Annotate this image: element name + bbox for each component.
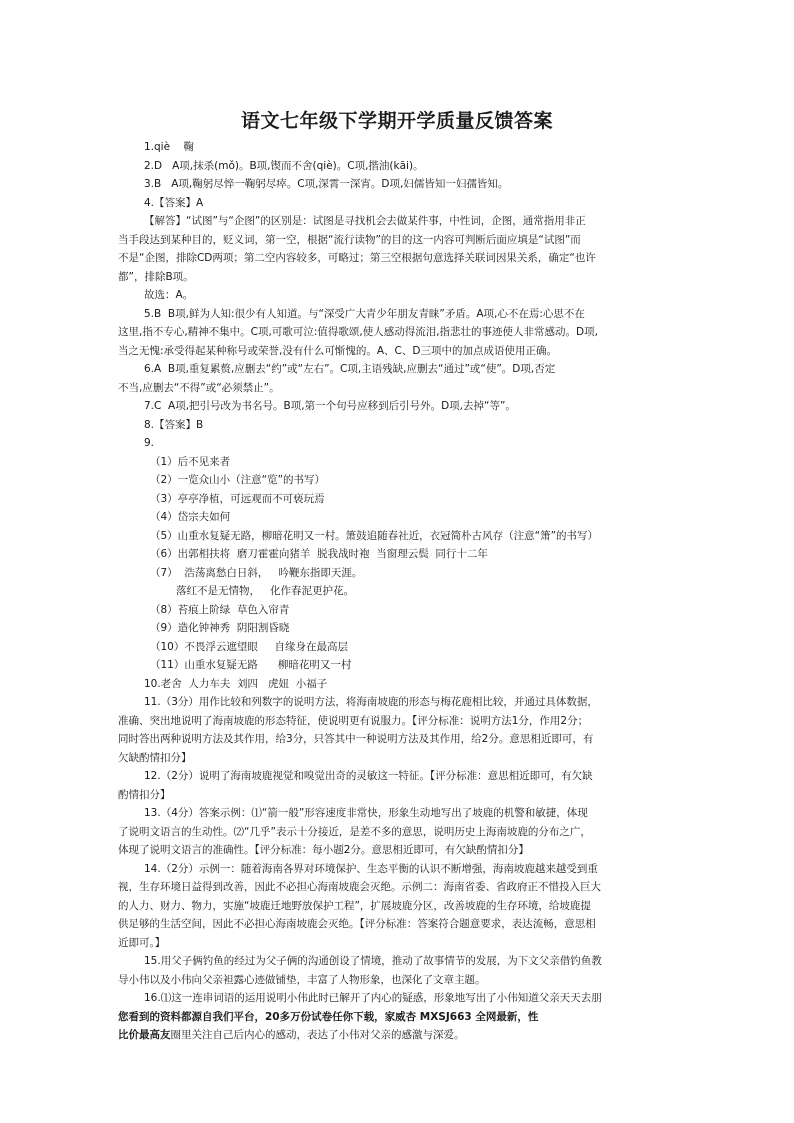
text-line: 落红不是无情物， 化作春泥更护花。: [176, 585, 355, 597]
text-line: 当之无愧:承受得起某种称号或荣誉,没有什么可惭愧的。A、C、D三项中的加点成语使用正确。: [118, 344, 557, 357]
answer-body: [118, 138, 684, 1045]
text-line: （6）出郭相扶将 磨刀霍霍向猪羊 脱我战时袍 当窗理云鬓 同行十二年: [150, 548, 488, 560]
text-line: 这里,指不专心,精神不集中。C项,可歌可泣:值得歌颂,使人感动得流泪,指悲壮的事迹使人非常感动。D项,: [118, 326, 598, 338]
text-line: 【解答】“试图”与“企图”的区别是：试图是寻找机会去做某件事，中性词，企图，通常指用非正: [144, 215, 586, 227]
watermark-line: 您看到的资料都源自我们平台，20多万份试卷任你下载，家威杏 MXSJ663 全网最新，性: [118, 1010, 539, 1023]
text-line: 2.D A项,抹杀(mǒ)。B项,锲而不舍(qiè)。C项,揩油(kāi)。: [144, 159, 424, 172]
text-line: （7） 浩荡离愁白日斜， 吟鞭东指即天涯。: [150, 566, 363, 579]
text-line: 14.（2分）示例一：随着海南各界对环境保护、生态平衡的认识不断增强，海南坡鹿越来越受到重: [144, 862, 598, 875]
text-line: 8.【答案】B: [144, 418, 204, 431]
text-line: 体现了说明文语言的准确性。【评分标准：每小题2分。意思相近即可，有欠缺酌情扣分】: [118, 844, 529, 856]
text-line: （11）山重水复疑无路 柳暗花明又一村: [150, 659, 352, 671]
text-line: 同时答出两种说明方法及其作用，给3分，只答其中一种说明方法及其作用，给2分。意思相近即可，有: [118, 733, 594, 745]
text-line: 欠缺酌情扣分】: [118, 751, 192, 764]
text-line: 6.A B项,重复累赘,应删去“约”或“左右”。C项,主语残缺,应删去“通过”或“使”。D项,否定: [144, 363, 556, 375]
text-line: 11.（3分）用作比较和列数字的说明方法，将海南坡鹿的形态与梅花鹿相比较，并通过具体数据，: [144, 696, 598, 708]
text-line: 12.（2分）说明了海南坡鹿视觉和嗅觉出奇的灵敏这一特征。【评分标准：意思相近即可，有欠缺: [144, 770, 593, 782]
text-line: 不是“企图，排除CD两项；第二空内容较多，可略过；第三空根据句意选择关联词因果关系，确定“也许: [118, 252, 596, 264]
text-line: （9）造化钟神秀 阴阳割昏晓: [150, 622, 290, 634]
page-title: 语文七年级下学期开学质量反馈答案: [240, 110, 553, 132]
text-line: （5）山重水复疑无路，柳暗花明又一村。箫鼓追随春社近，衣冠简朴古风存（注意“箫”的书写）: [150, 529, 599, 542]
text-line: 当手段达到某种目的，贬义词，第一空，根据“流行读物”的目的这一内容可判断后面应填是“试图”而: [118, 233, 581, 246]
text-line: 准确、突出地说明了海南坡鹿的形态特征，使说明更有说服力。【评分标准：说明方法1分，作用2分；: [118, 714, 589, 727]
text-line: （2）一览众山小（注意“览”的书写）: [150, 474, 326, 486]
text-line: 供足够的生活空间，因此不必担心海南坡鹿会灭绝。【评分标准：答案符合题意要求，表达流畅，意思相: [118, 918, 596, 930]
text-line: 酌情扣分】: [118, 788, 171, 801]
text-line: 9.: [144, 437, 155, 449]
text-line: （10）不畏浮云遮望眼 自缘身在最高层: [150, 640, 349, 653]
text-line: 5.B B项,鲜为人知:很少有人知道。与“深受广大青少年朋友青睐”矛盾。A项,心不在焉:心思不在: [144, 307, 585, 320]
text-line: （3）亭亭净植，可远观而不可亵玩焉: [150, 492, 325, 505]
watermark-fragment: 比价最高友: [118, 1029, 171, 1041]
text-line: 近即可。】: [118, 936, 166, 949]
text-line: 16.⑴这一连串词语的运用说明小伟此时已解开了内心的疑惑，形象地写出了小伟知道父亲天天去朋: [144, 992, 602, 1004]
text-line: 视，生存环境日益得到改善，因此不必担心海南坡鹿会灭绝。示例二：海南省委、省政府正不惜投入巨大: [118, 881, 601, 893]
text-line: 15.用父子俩钓鱼的经过为父子俩的沟通创设了情境，推动了故事情节的发展，为下文父亲借钓鱼教: [144, 955, 602, 967]
text-line: 4.【答案】A: [144, 196, 204, 209]
text-line: 都”，排除B项。: [118, 270, 194, 283]
text-line: 1.qiè 鞠: [144, 141, 194, 153]
text-line: 不当,应删去“不得”或“必须禁止”。: [118, 381, 280, 394]
text-fragment: 圈里关注自己后内心的感动，表达了小伟对父亲的感激与深爱。: [170, 1029, 465, 1041]
text-line: （4）岱宗夫如何: [150, 511, 231, 523]
text-line: 7.C A项,把引号改为书名号。B项,第一个句号应移到后引号外。D项,去掉“等”。: [144, 400, 516, 412]
text-line: 故选：A。: [144, 289, 194, 301]
text-line: 的人力、财力、物力，实施“坡鹿迁地野放保护工程”，扩展坡鹿分区，改善坡鹿的生存环境，给坡鹿提: [118, 899, 591, 912]
text-line: （8）苔痕上阶绿 草色入帘青: [150, 603, 290, 616]
text-line: 13.（4分）答案示例：⑴“箭一般”形容速度非常快，形象生动地写出了坡鹿的机警和敏捷，体现: [144, 807, 588, 819]
text-line: 3.B A项,鞠躬尽悴一鞠躬尽瘁。C项,深霄一深宵。D项,妇儒皆知一妇孺皆知。: [144, 178, 509, 190]
text-line: [118, 1026, 684, 1045]
text-line: 导小伟以及小伟向父亲袒露心迹做铺垫，丰富了人物形象，也深化了文章主题。: [118, 973, 486, 986]
text-line: （1）后不见来者: [150, 455, 231, 468]
text-line: 了说明文语言的生动性。⑵“几乎”表示十分接近，是差不多的意思，说明历史上海南坡鹿的分布之广，: [118, 825, 591, 838]
text-line: 10.老舍 人力车夫 刘四 虎妞 小福子: [144, 677, 328, 690]
